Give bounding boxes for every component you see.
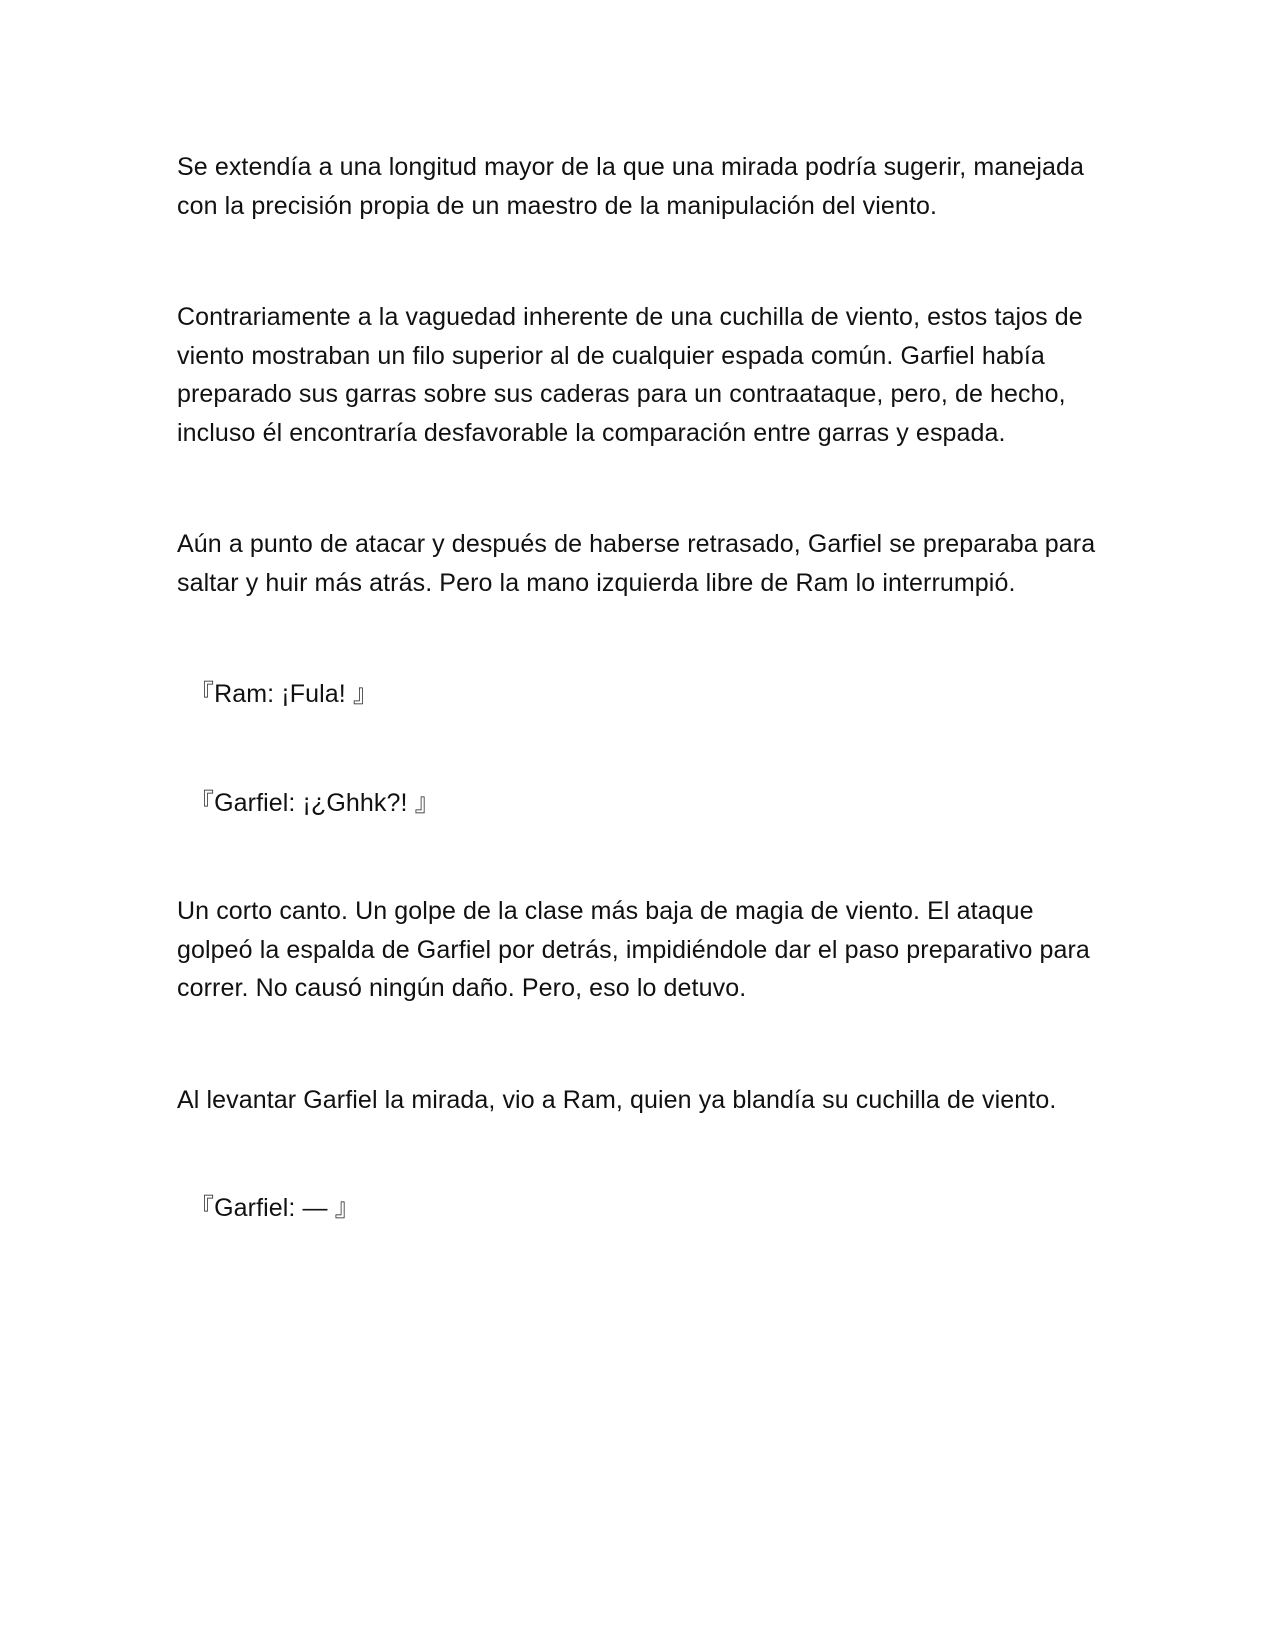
paragraph-spacer — [177, 714, 1097, 784]
document-body — [177, 148, 1097, 1228]
paragraph-spacer — [177, 1008, 1097, 1081]
dialogue-line: 『Garfiel: — 』 — [189, 1194, 360, 1222]
paragraph-spacer — [177, 1119, 1097, 1189]
paragraph-spacer — [177, 452, 1097, 525]
paragraph-spacer — [177, 602, 1097, 675]
paragraph: Se extendía a una longitud mayor de la que una mirada podría sugerir, manejada con la precisión propia de un maestro de la manipulación del viento. — [177, 153, 1085, 220]
paragraph: Contrariamente a la vaguedad inherente de una cuchilla de viento, estos tajos de viento mostraban un filo superior al de cualquier espada común. Garfiel había preparado sus garras sobre sus caderas para un contraataque, pero, de hecho, incluso él encontraría desfavorable la comparación entre garras y espada. — [177, 303, 1083, 447]
dialogue-line: 『Ram: ¡Fula! 』 — [189, 680, 378, 708]
paragraph: Un corto canto. Un golpe de la clase más baja de magia de viento. El ataque golpeó la espalda de Garfiel por detrás, impidiéndole dar el paso preparativo para correr. No causó ningún daño. Pero, eso lo detuvo. — [177, 897, 1090, 1002]
paragraph-spacer — [177, 822, 1097, 892]
paragraph: Al levantar Garfiel la mirada, vio a Ram, quien ya blandía su cuchilla de viento. — [177, 1085, 1057, 1114]
paragraph-spacer — [177, 225, 1097, 298]
paragraph: Aún a punto de atacar y después de haberse retrasado, Garfiel se preparaba para saltar y huir más atrás. Pero la mano izquierda libre de Ram lo interrumpió. — [177, 530, 1096, 597]
dialogue-line: 『Garfiel: ¡¿Ghhk?! 』 — [189, 788, 440, 817]
